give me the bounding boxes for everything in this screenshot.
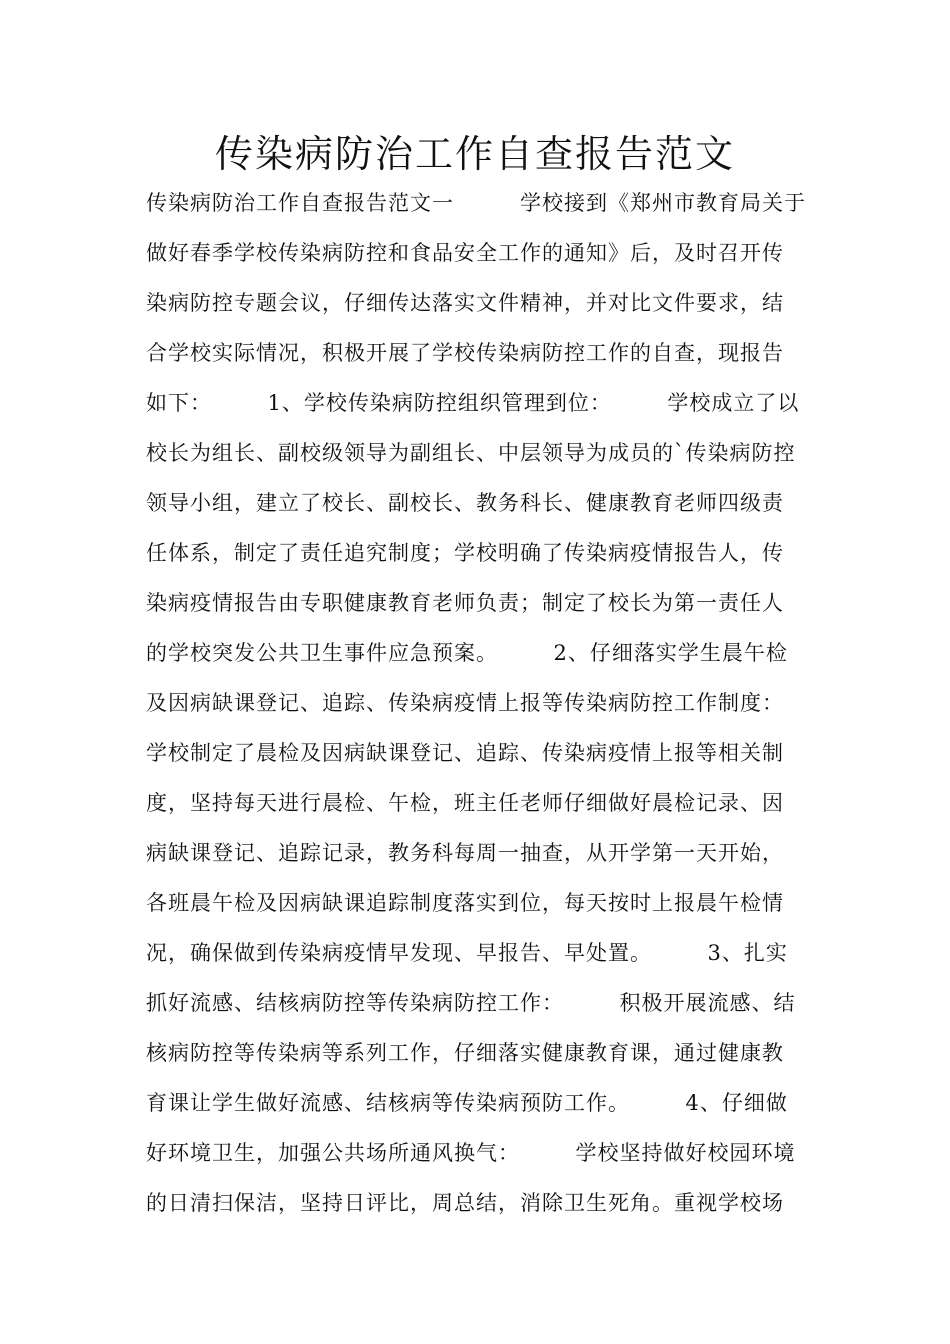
body-line: 核病防控等传染病等系列工作，仔细落实健康教育课，通过健康教 <box>146 1041 784 1065</box>
document-body <box>146 178 814 1228</box>
body-line: 如下： 1、学校传染病防控组织管理到位： 学校成立了以 <box>146 391 800 415</box>
body-line: 领导小组，建立了校长、副校长、教务科长、健康教育老师四级责 <box>146 491 784 515</box>
body-line: 传染病防治工作自查报告范文一 学校接到《郑州市教育局关于 <box>146 191 806 215</box>
body-line: 的日清扫保洁，坚持日评比，周总结，消除卫生死角。重视学校场 <box>146 1191 784 1215</box>
body-line: 各班晨午检及因病缺课追踪制度落实到位，每天按时上报晨午检情 <box>146 891 784 915</box>
body-line: 校长为组长、副校级领导为副组长、中层领导为成员的`传染病防控 <box>146 441 796 465</box>
body-line: 做好春季学校传染病防控和食品安全工作的通知》后，及时召开传 <box>146 241 784 265</box>
body-line: 任体系，制定了责任追究制度；学校明确了传染病疫情报告人，传 <box>146 541 784 565</box>
body-line: 好环境卫生，加强公共场所通风换气： 学校坚持做好校园环境 <box>146 1141 796 1165</box>
body-line: 病缺课登记、追踪记录，教务科每周一抽查，从开学第一天开始， <box>146 841 784 865</box>
body-line: 染病疫情报告由专职健康教育老师负责；制定了校长为第一责任人 <box>146 591 784 615</box>
document-title: 传染病防治工作自查报告范文 <box>214 132 735 176</box>
body-line: 及因病缺课登记、追踪、传染病疫情上报等传染病防控工作制度： <box>146 691 784 715</box>
body-line: 育课让学生做好流感、结核病等传染病预防工作。 4、仔细做 <box>146 1091 788 1115</box>
body-line: 的学校突发公共卫生事件应急预案。 2、仔细落实学生晨午检 <box>146 641 788 665</box>
body-line: 抓好流感、结核病防控等传染病防控工作： 积极开展流感、结 <box>146 991 796 1015</box>
body-line: 染病防控专题会议，仔细传达落实文件精神，并对比文件要求，结 <box>146 291 784 315</box>
body-line: 合学校实际情况，积极开展了学校传染病防控工作的自查，现报告 <box>146 341 784 365</box>
body-line: 况，确保做到传染病疫情早发现、早报告、早处置。 3、扎实 <box>146 941 788 965</box>
body-line: 学校制定了晨检及因病缺课登记、追踪、传染病疫情上报等相关制 <box>146 741 784 765</box>
body-line: 度，坚持每天进行晨检、午检，班主任老师仔细做好晨检记录、因 <box>146 791 784 815</box>
